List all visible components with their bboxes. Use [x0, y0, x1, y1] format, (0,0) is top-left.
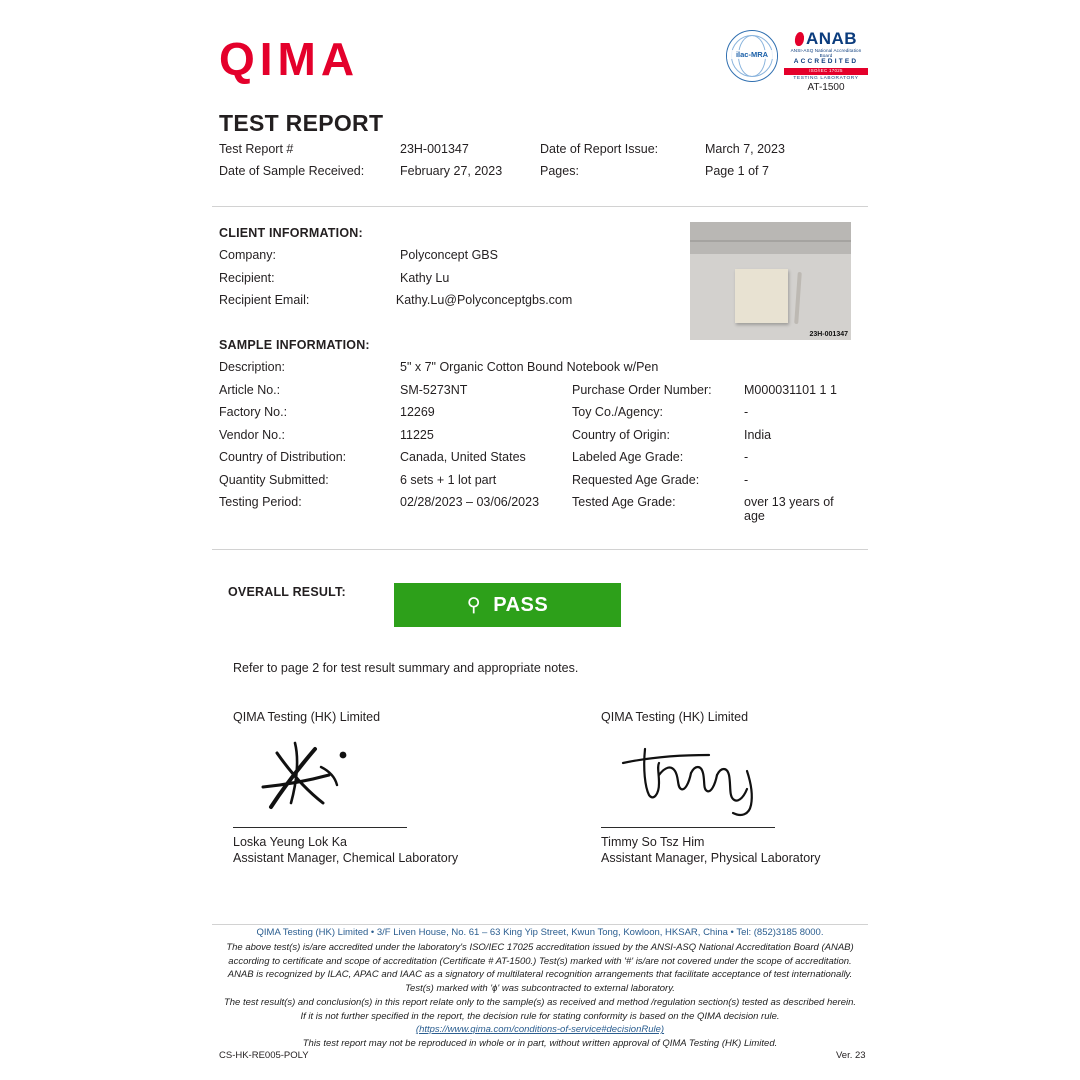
client-information-list — [219, 248, 689, 316]
anab-subtitle: ANSI-ASQ National Accreditation Board — [790, 47, 862, 58]
client-row — [219, 271, 689, 285]
report-meta — [219, 142, 861, 186]
report-header — [0, 0, 1080, 100]
photo-wall — [690, 222, 851, 256]
signature-block-chemical — [233, 710, 458, 865]
result-note: Refer to page 2 for test result summary and appropriate notes. — [233, 661, 579, 675]
sample-value: 02/28/2023 – 03/06/2023 — [400, 495, 540, 509]
meta-row — [219, 142, 861, 156]
sample-value: India — [744, 427, 772, 442]
sample-label: Article No.: — [219, 382, 281, 397]
sample-label: Description: — [219, 360, 285, 374]
anab-accredited: ACCREDITED — [793, 58, 859, 66]
sample-value: - — [744, 472, 749, 487]
sample-value: 12269 — [400, 405, 435, 419]
signature-entity: QIMA Testing (HK) Limited — [233, 710, 381, 724]
anab-logo — [784, 30, 868, 93]
ilac-mra-icon: ilac-MRA — [726, 30, 778, 82]
client-label: Company: — [219, 248, 276, 262]
anab-mark: ANAB — [784, 30, 868, 48]
signature-line — [233, 827, 407, 828]
decision-rule-link[interactable]: (https://www.qima.com/conditions-of-service#decisionRule) — [415, 1024, 665, 1036]
photo-notebook — [735, 269, 788, 323]
handwritten-signature-icon — [601, 729, 811, 824]
signature-title: Assistant Manager, Chemical Laboratory — [233, 851, 459, 865]
signature-area — [233, 724, 448, 828]
sample-row — [219, 473, 879, 487]
sample-label: Purchase Order Number: — [572, 382, 712, 397]
signature-name: Loska Yeung Lok Ka — [233, 835, 347, 849]
photo-caption: 23H-001347 — [809, 331, 848, 338]
sample-value: - — [744, 405, 749, 419]
client-label: Recipient: — [219, 270, 275, 285]
meta-row — [219, 164, 861, 178]
footer-note-1: The above test(s) is/are accredited under the laboratory's ISO/IEC 17025 accreditation issued by the ANSI-ASQ National Accreditation Board (ANAB) — [226, 941, 854, 953]
overall-result-label: OVERALL RESULT: — [228, 585, 346, 599]
accreditation-marks — [726, 30, 868, 93]
sample-value: Canada, United States — [400, 450, 526, 464]
sample-label: Country of Origin: — [572, 427, 670, 442]
client-row — [219, 293, 689, 307]
meta-value: Page 1 of 7 — [705, 164, 769, 178]
footer-note-4: Test(s) marked with 'ɸ' was subcontracted to external laboratory. — [405, 983, 675, 995]
flame-icon — [794, 32, 804, 46]
sample-photo — [690, 222, 851, 340]
anab-standard: ISO/IEC 17025 — [784, 68, 868, 75]
meta-value: 23H-001347 — [400, 142, 469, 156]
sample-label: Labeled Age Grade: — [572, 450, 684, 464]
sample-value: M000031101 1 1 — [744, 382, 837, 397]
footer-note-6: If it is not further specified in the report, the decision rule for stating conformity is based on the QIMA decision rule. — [300, 1010, 780, 1022]
handwritten-signature-icon — [233, 729, 433, 824]
anab-lab-type: TESTING LABORATORY — [793, 75, 859, 81]
qima-logo: QIMA — [219, 33, 360, 85]
anab-certificate-code: AT-1500 — [807, 81, 845, 93]
sample-label: Country of Distribution: — [219, 450, 347, 464]
sample-value: 6 sets + 1 lot part — [400, 472, 497, 487]
page-title: TEST REPORT — [219, 110, 384, 136]
sample-value: 11225 — [400, 427, 434, 442]
sample-information-list — [219, 360, 879, 532]
meta-label: Test Report # — [219, 142, 294, 156]
divider-top — [212, 206, 868, 207]
signature-title: Assistant Manager, Physical Laboratory — [601, 851, 821, 865]
footer-note-7: This test report may not be reproduced in whole or in part, without written approval of QIMA Testing (HK) Limited. — [302, 1038, 778, 1050]
client-value: Polyconcept GBS — [400, 248, 498, 262]
status-badge — [394, 583, 621, 627]
sample-row — [219, 495, 879, 523]
client-information-heading: CLIENT INFORMATION: — [219, 226, 363, 240]
sample-value: 5" x 7" Organic Cotton Bound Notebook w/Pen — [400, 360, 659, 374]
status-badge-label: PASS — [493, 593, 549, 616]
sample-row — [219, 405, 879, 419]
sample-row — [219, 428, 879, 442]
sample-value: over 13 years of age — [744, 495, 834, 523]
footer — [212, 926, 868, 1051]
footer-note-3: ANAB is recognized by ILAC, APAC and IAAC as a signatory of multilateral recognition arrangements that facilitate acceptance of test internationally. — [227, 969, 853, 981]
sample-label: Vendor No.: — [219, 427, 286, 442]
meta-value: March 7, 2023 — [705, 142, 785, 156]
document-version: Ver. 23 — [836, 1050, 866, 1061]
meta-label: Date of Report Issue: — [540, 142, 659, 156]
sample-row — [219, 360, 879, 374]
sample-label: Toy Co./Agency: — [572, 405, 664, 419]
sample-value: SM-5273NT — [400, 382, 468, 397]
document-code: CS-HK-RE005-POLY — [219, 1050, 309, 1061]
pass-icon: ⚲ — [466, 594, 482, 616]
sample-row — [219, 450, 879, 464]
divider-footer — [212, 924, 868, 925]
sample-label: Factory No.: — [219, 405, 288, 419]
sample-label: Tested Age Grade: — [572, 495, 676, 509]
client-value: Kathy.Lu@Polyconceptgbs.com — [395, 293, 573, 307]
client-value: Kathy Lu — [400, 270, 450, 285]
footer-note-5: The test result(s) and conclusion(s) in this report relate only to the sample(s) as received and method /regulation section(s) tested as described herein. — [223, 996, 857, 1008]
signature-block-physical — [601, 710, 821, 865]
footer-address: QIMA Testing (HK) Limited • 3/F Liven House, No. 61 – 63 King Yip Street, Kwun Tong, Kowloon, HKSAR, China • Tel: (852)3185 8000. — [256, 927, 824, 938]
sample-value: - — [744, 450, 749, 464]
signature-line — [601, 827, 775, 828]
sample-label: Testing Period: — [219, 495, 302, 509]
sample-label: Requested Age Grade: — [572, 472, 700, 487]
sample-label: Quantity Submitted: — [219, 472, 329, 487]
signature-area — [601, 724, 816, 828]
client-label: Recipient Email: — [219, 293, 310, 307]
client-row — [219, 248, 689, 262]
meta-label: Date of Sample Received: — [219, 164, 365, 178]
meta-value: February 27, 2023 — [400, 164, 503, 178]
meta-label: Pages: — [540, 164, 579, 178]
signature-name: Timmy So Tsz Him — [601, 835, 705, 849]
sample-row — [219, 383, 879, 397]
sample-information-heading: SAMPLE INFORMATION: — [219, 338, 370, 352]
footer-link-wrap — [212, 1023, 868, 1037]
footer-note-2: according to certificate and scope of accreditation (Certificate # AT-1500.) Test(s) marked with '#' is/are not covered under the scope of accreditation. — [228, 955, 852, 967]
divider-middle — [212, 549, 868, 550]
signature-entity: QIMA Testing (HK) Limited — [601, 710, 749, 724]
